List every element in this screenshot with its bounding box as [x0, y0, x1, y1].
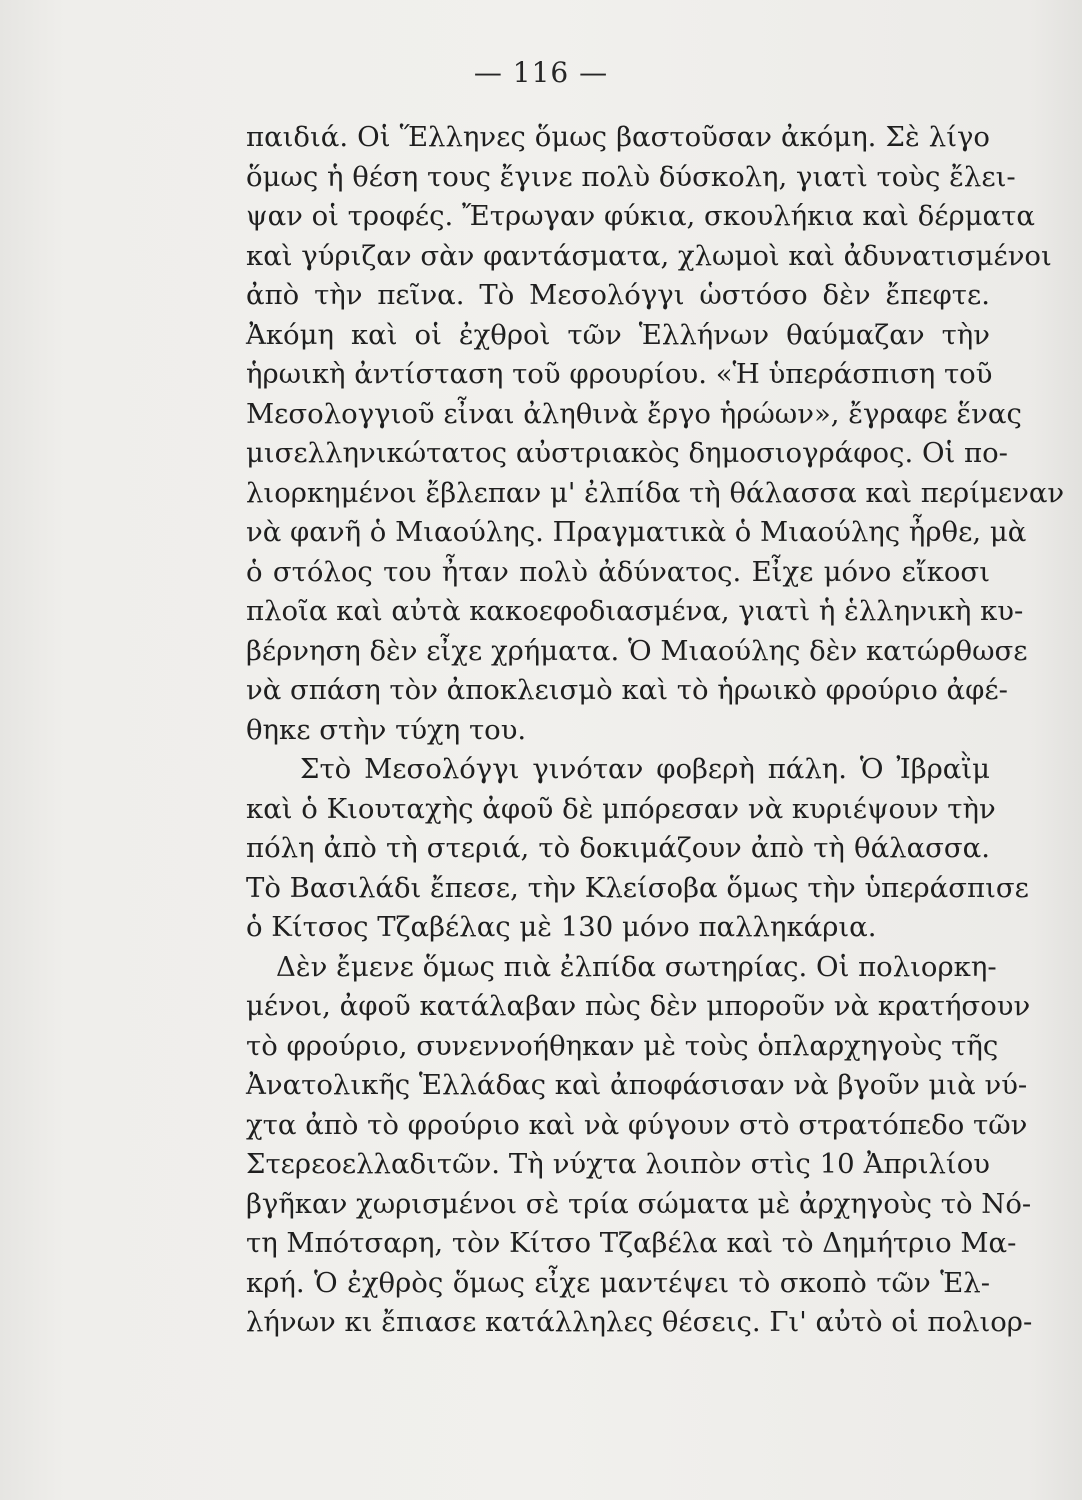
text-line: νὰ σπάση τὸν ἀποκλεισμὸ καὶ τὸ ἡρωικὸ φρούριο ἀφέ-	[246, 674, 1008, 706]
text-line: ψαν οἱ τροφές. Ἔτρωγαν φύκια, σκουλήκια καὶ δέρματα	[246, 200, 1035, 232]
text-line: τη Μπότσαρη, τὸν Κίτσο Τζαβέλα καὶ τὸ Δημήτριο Μα-	[246, 1227, 1017, 1259]
body-text	[246, 118, 1065, 1343]
text-line: ὁ Κίτσος Τζαβέλας μὲ 130 μόνο παλληκάρια.	[246, 911, 877, 943]
text-line: ὅμως ἡ θέση τους ἔγινε πολὺ δύσκολη, γιατὶ τοὺς ἔλει-	[246, 160, 1016, 193]
text-line: Στὸ Μεσολόγγι γινόταν φοβερὴ πάλη. Ὁ Ἰβραῒμ	[300, 753, 990, 785]
text-line: λήνων κι ἔπιασε κατάλληλες θέσεις. Γι' αὐτὸ οἱ πολιορ-	[246, 1306, 1033, 1338]
text-line: Μεσολογγιοῦ εἶναι ἀληθινὰ ἔργο ἡρώων», ἔγραφε ἕνας	[246, 397, 1022, 430]
text-line: ἡρωικὴ ἀντίσταση τοῦ φρουρίου. «Ἡ ὑπεράσπιση τοῦ	[246, 358, 993, 390]
text-line: Ἀκόμη καὶ οἱ ἐχθροὶ τῶν Ἑλλήνων θαύμαζαν τὴν	[246, 318, 990, 351]
text-line: πόλη ἀπὸ τὴ στεριά, τὸ δοκιμάζουν ἀπὸ τὴ θάλασσα.	[246, 832, 990, 864]
text-line: καὶ ὁ Κιουταχὴς ἀφοῦ δὲ μπόρεσαν νὰ κυριέψουν τὴν	[246, 792, 996, 825]
text-line: Τὸ Βασιλάδι ἔπεσε, τὴν Κλείσοβα ὅμως τὴν ὑπεράσπισε	[246, 871, 1029, 904]
text-line: Ἀνατολικῆς Ἑλλάδας καὶ ἀποφάσισαν νὰ βγοῦν μιὰ νύ-	[246, 1069, 1028, 1101]
text-line: νὰ φανῆ ὁ Μιαούλης. Πραγματικὰ ὁ Μιαούλης ἦρθε, μὰ	[246, 516, 1027, 548]
text-line: χτα ἀπὸ τὸ φρούριο καὶ νὰ φύγουν στὸ στρατόπεδο τῶν	[246, 1108, 1028, 1141]
text-line: μένοι, ἀφοῦ κατάλαβαν πὼς δὲν μποροῦν νὰ κρατήσουν	[246, 990, 1031, 1022]
text-line: μισελληνικώτατος αὐστριακὸς δημοσιογράφος. Οἱ πο-	[246, 437, 1008, 469]
page-number: — 116 —	[473, 56, 609, 89]
text-line: ἀπὸ τὴν πεῖνα. Τὸ Μεσολόγγι ὡστόσο δὲν ἔπεφτε.	[246, 279, 990, 311]
text-line: κρή. Ὁ ἐχθρὸς ὅμως εἶχε μαντέψει τὸ σκοπὸ τῶν Ἑλ-	[246, 1266, 990, 1299]
text-line: θηκε στὴν τύχη του.	[246, 713, 527, 746]
text-line: τὸ φρούριο, συνεννοήθηκαν μὲ τοὺς ὁπλαρχηγοὺς τῆς	[246, 1029, 999, 1062]
text-line: παιδιά. Οἱ Ἕλληνες ὅμως βαστοῦσαν ἀκόμη. Σὲ λίγο	[246, 121, 990, 153]
text-line: ὁ στόλος του ἦταν πολὺ ἀδύνατος. Εἶχε μόνο εἴκοσι	[246, 555, 990, 588]
text-line: πλοῖα καὶ αὐτὰ κακοεφοδιασμένα, γιατὶ ἡ ἑλληνικὴ κυ-	[246, 595, 1024, 627]
text-line: βγῆκαν χωρισμένοι σὲ τρία σώματα μὲ ἀρχηγοὺς τὸ Νό-	[246, 1187, 1032, 1220]
text-line: Στερεοελλαδιτῶν. Τὴ νύχτα λοιπὸν στὶς 10 Ἀπριλίου	[246, 1148, 990, 1180]
text-line: βέρνηση δὲν εἶχε χρήματα. Ὁ Μιαούλης δὲν κατώρθωσε	[246, 634, 1028, 667]
text-line: Δὲν ἔμενε ὅμως πιὰ ἐλπίδα σωτηρίας. Οἱ πολιορκη-	[276, 950, 997, 983]
text-line: λιορκημένοι ἔβλεπαν μ' ἐλπίδα τὴ θάλασσα καὶ περίμεναν	[246, 476, 1065, 509]
text-line: καὶ γύριζαν σὰν φαντάσματα, χλωμοὶ καὶ ἀδυνατισμένοι	[246, 239, 1052, 272]
